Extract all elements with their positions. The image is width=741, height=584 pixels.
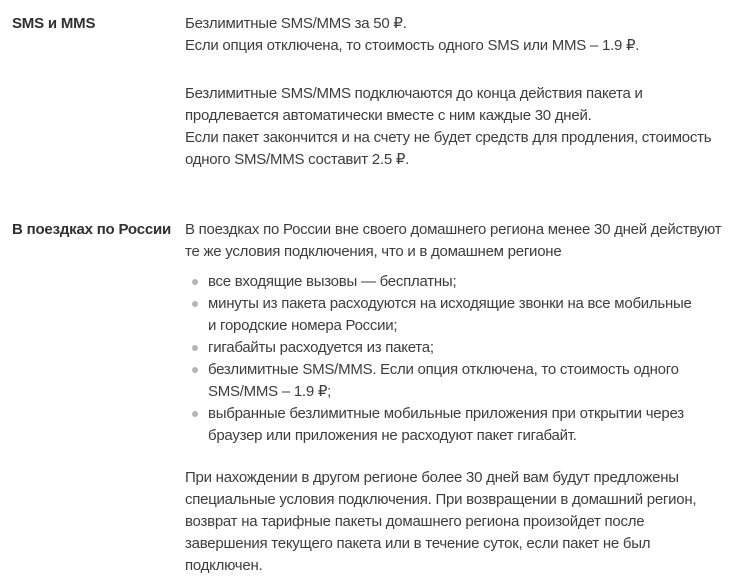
text-line: При нахождении в другом регионе более 30 дней вам будут предложены <box>185 469 679 486</box>
text-line: те же условия подключения, что и в домашнем регионе <box>185 243 562 260</box>
text-line: минуты из пакета расходуются на исходящие звонки на все мобильные <box>208 295 692 312</box>
text-line: Безлимитные SMS/MMS за 50 ₽. <box>185 15 407 32</box>
text-line: В поездках по России вне своего домашнего региона менее 30 дней действуют <box>185 221 722 238</box>
text-line: завершения текущего пакета или в течение суток, если пакет не был <box>185 535 651 552</box>
text-line: подключен. <box>185 557 263 574</box>
list-item-text <box>208 403 735 447</box>
section-body-travel-russia <box>185 219 735 577</box>
list-item <box>185 337 735 359</box>
paragraph <box>185 83 735 171</box>
list-item-text <box>208 271 735 293</box>
text-line: специальные условия подключения. При возвращении в домашний регион, <box>185 491 697 508</box>
bullet-icon <box>192 367 198 373</box>
section-body-sms-mms <box>185 13 735 171</box>
text-line: и городские номера России; <box>208 317 398 334</box>
list-item <box>185 293 735 337</box>
text-line: продлевается автоматически вместе с ним каждые 30 дней. <box>185 107 592 124</box>
bullet-icon <box>192 345 198 351</box>
text-line: браузер или приложения не расходуют пакет гигабайт. <box>208 427 577 444</box>
text-line: Если пакет закончится и на счету не будет средств для продления, стоимость <box>185 129 712 146</box>
section-label-travel-russia: В поездках по России <box>12 221 172 238</box>
list-item <box>185 403 735 447</box>
section-travel-russia <box>12 219 735 577</box>
text-line: Если опция отключена, то стоимость одного SMS или MMS – 1.9 ₽. <box>185 37 640 54</box>
list-item-text <box>208 337 735 359</box>
paragraph <box>185 219 735 263</box>
text-line: выбранные безлимитные мобильные приложения при открытии через <box>208 405 684 422</box>
bullet-icon <box>192 279 198 285</box>
text-line: безлимитные SMS/MMS. Если опция отключена, то стоимость одного <box>208 361 679 378</box>
list-item <box>185 359 735 403</box>
section-sms-mms <box>12 13 735 171</box>
bullet-icon <box>192 301 198 307</box>
bullet-list <box>185 271 735 447</box>
text-line: все входящие вызовы — бесплатны; <box>208 273 457 290</box>
text-line: возврат на тарифные пакеты домашнего региона произойдет после <box>185 513 645 530</box>
text-line: гигабайты расходуется из пакета; <box>208 339 434 356</box>
paragraph <box>185 467 735 577</box>
text-line: SMS/MMS – 1.9 ₽; <box>208 383 332 400</box>
bullet-icon <box>192 411 198 417</box>
text-line: одного SMS/MMS составит 2.5 ₽. <box>185 151 410 168</box>
list-item-text <box>208 359 735 403</box>
section-label-sms-mms: SMS и MMS <box>12 15 96 32</box>
list-item <box>185 271 735 293</box>
text-line: Безлимитные SMS/MMS подключаются до конца действия пакета и <box>185 85 643 102</box>
paragraph <box>185 13 735 57</box>
list-item-text <box>208 293 735 337</box>
